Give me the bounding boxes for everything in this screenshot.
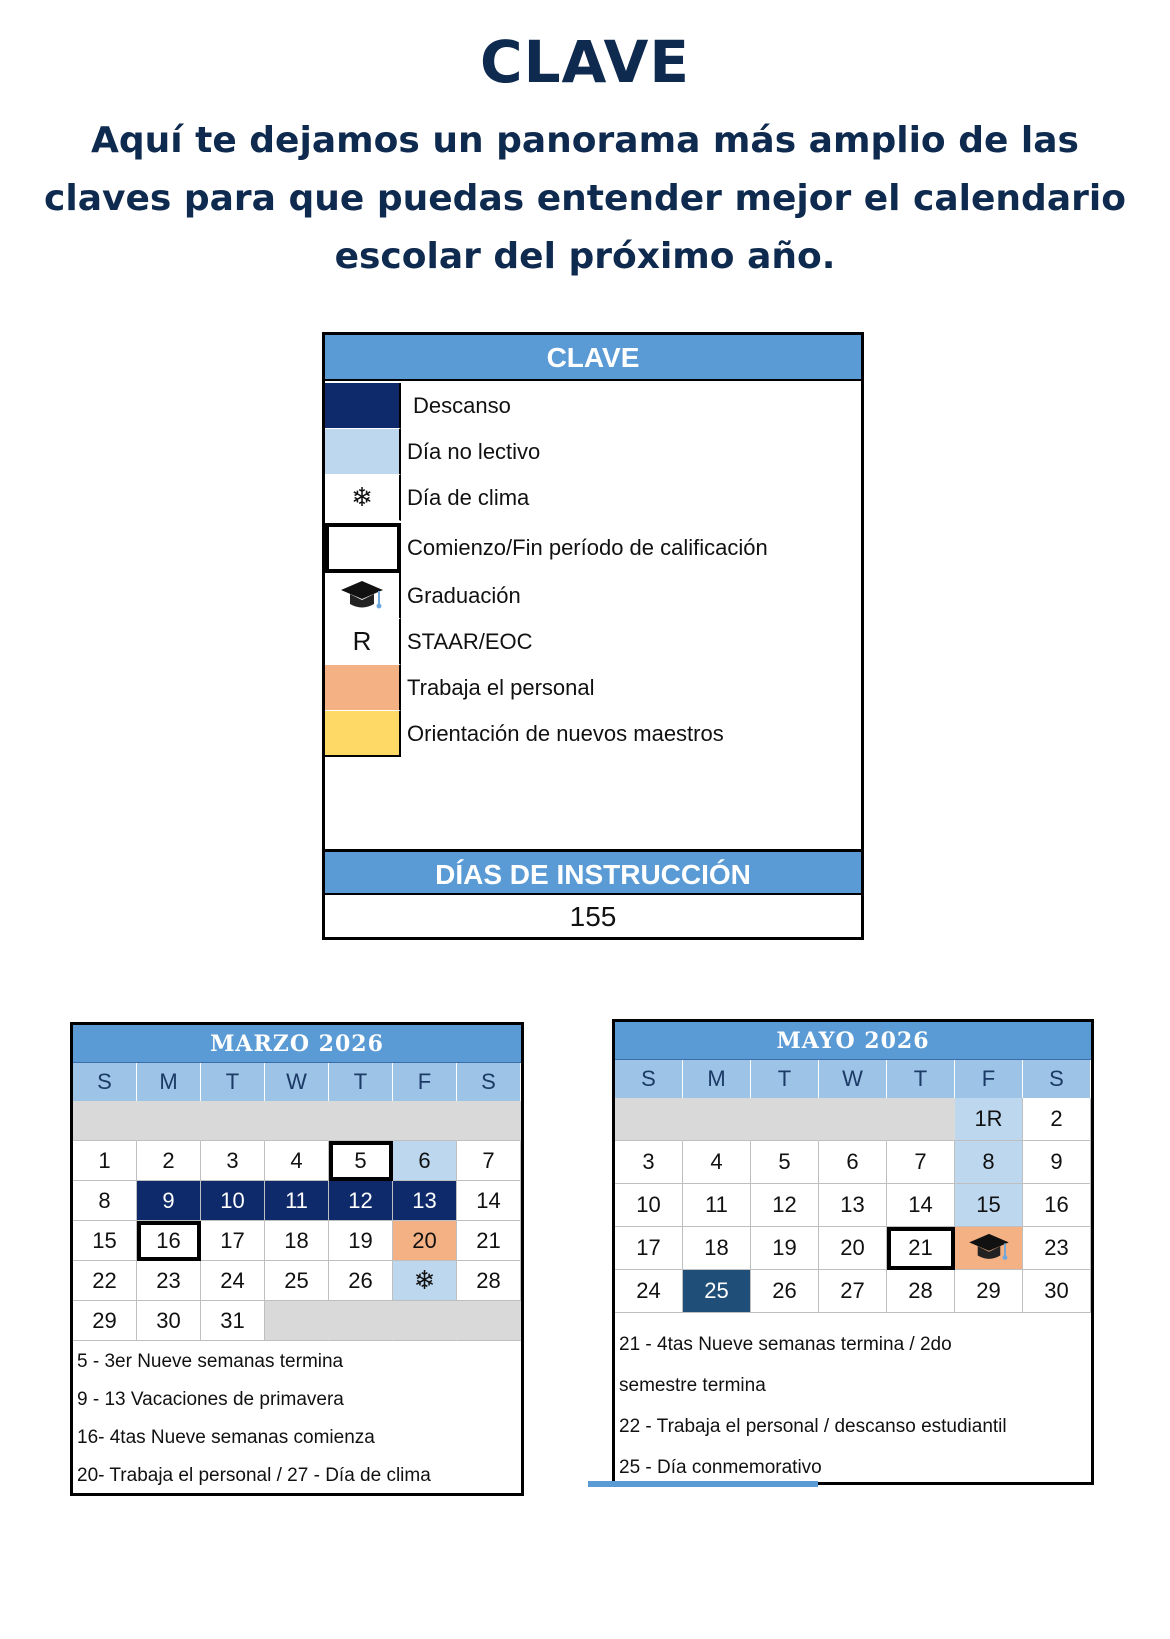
day-of-week-header: F bbox=[393, 1063, 457, 1101]
day-cell: 23 bbox=[1023, 1227, 1091, 1270]
day-cell bbox=[73, 1101, 137, 1141]
day-cell: 1 bbox=[73, 1141, 137, 1181]
week-row bbox=[615, 1098, 1091, 1141]
day-of-week-header: W bbox=[819, 1060, 887, 1098]
day-cell: 22 bbox=[73, 1261, 137, 1301]
day-of-week-header: T bbox=[329, 1063, 393, 1101]
day-cell: 17 bbox=[615, 1227, 683, 1270]
week-row bbox=[73, 1261, 521, 1301]
days-of-week-row bbox=[615, 1060, 1091, 1098]
day-cell: 14 bbox=[457, 1181, 521, 1221]
dias-instruccion-value: 155 bbox=[569, 901, 617, 932]
day-cell: 19 bbox=[329, 1221, 393, 1261]
day-cell: 23 bbox=[137, 1261, 201, 1301]
intro-line: escolar del próximo año. bbox=[334, 236, 836, 277]
day-cell: 20 bbox=[819, 1227, 887, 1270]
day-cell: 13 bbox=[393, 1181, 457, 1221]
day-cell: 7 bbox=[457, 1141, 521, 1181]
day-cell: 2 bbox=[1023, 1098, 1091, 1141]
day-of-week-header: T bbox=[887, 1060, 955, 1098]
day-cell bbox=[393, 1101, 457, 1141]
week-row bbox=[615, 1141, 1091, 1184]
day-cell: 15 bbox=[955, 1184, 1023, 1227]
day-cell: 19 bbox=[751, 1227, 819, 1270]
day-cell bbox=[201, 1101, 265, 1141]
calendar-note: 5 - 3er Nueve semanas termina bbox=[77, 1351, 344, 1372]
intro-text bbox=[20, 112, 1150, 286]
day-of-week-header: F bbox=[955, 1060, 1023, 1098]
legend-row-no-lectivo bbox=[325, 429, 861, 475]
legend-box bbox=[322, 332, 864, 940]
day-cell: 5 bbox=[751, 1141, 819, 1184]
legend-label: Orientación de nuevos maestros bbox=[407, 721, 724, 746]
day-of-week-header: S bbox=[615, 1060, 683, 1098]
calendar-title: MAYO 2026 bbox=[615, 1022, 1091, 1060]
day-cell: 4 bbox=[683, 1141, 751, 1184]
day-cell: 10 bbox=[201, 1181, 265, 1221]
day-cell: 31 bbox=[201, 1301, 265, 1341]
week-row bbox=[73, 1301, 521, 1341]
snowflake-icon: ❄ bbox=[393, 1261, 457, 1301]
personal-swatch bbox=[325, 665, 401, 711]
calendar-note: 22 - Trabaja el personal / descanso estudiantil bbox=[619, 1416, 1007, 1437]
day-cell bbox=[329, 1101, 393, 1141]
no-lectivo-swatch bbox=[325, 429, 401, 475]
legend-label: Día no lectivo bbox=[407, 439, 541, 464]
day-cell bbox=[683, 1098, 751, 1141]
day-cell: 3 bbox=[615, 1141, 683, 1184]
day-cell: 27 bbox=[819, 1270, 887, 1313]
legend-row-staar bbox=[325, 619, 861, 665]
day-cell: 3 bbox=[201, 1141, 265, 1181]
legend-label: Graduación bbox=[407, 583, 521, 608]
decorative-bar bbox=[588, 1481, 818, 1487]
intro-line: Aquí te dejamos un panorama más amplio de las bbox=[91, 120, 1079, 161]
day-cell: 25 bbox=[683, 1270, 751, 1313]
day-cell bbox=[329, 1301, 393, 1341]
descanso-swatch bbox=[325, 383, 401, 429]
day-of-week-header: W bbox=[265, 1063, 329, 1101]
day-cell: 16 bbox=[1023, 1184, 1091, 1227]
calendar-title: MARZO 2026 bbox=[73, 1025, 521, 1063]
orientacion-swatch bbox=[325, 711, 401, 757]
day-cell: 26 bbox=[329, 1261, 393, 1301]
day-cell: 17 bbox=[201, 1221, 265, 1261]
snowflake-icon: ❄ bbox=[325, 475, 401, 521]
legend-row-periodo bbox=[325, 523, 861, 573]
graduation-cap-icon bbox=[325, 573, 401, 619]
day-cell: 24 bbox=[615, 1270, 683, 1313]
staar-symbol: R bbox=[325, 619, 401, 665]
calendar-note: 20- Trabaja el personal / 27 - Día de clima bbox=[77, 1465, 431, 1486]
legend-label: Día de clima bbox=[407, 485, 530, 510]
day-cell: 16 bbox=[137, 1221, 201, 1261]
day-of-week-header: M bbox=[137, 1063, 201, 1101]
day-cell: 26 bbox=[751, 1270, 819, 1313]
day-cell: 14 bbox=[887, 1184, 955, 1227]
day-cell: 29 bbox=[73, 1301, 137, 1341]
day-cell: 28 bbox=[887, 1270, 955, 1313]
day-cell bbox=[265, 1301, 329, 1341]
day-cell: 9 bbox=[137, 1181, 201, 1221]
day-cell: 5 bbox=[329, 1141, 393, 1181]
day-cell: 6 bbox=[819, 1141, 887, 1184]
calendar-note: 25 - Día conmemorativo bbox=[619, 1457, 822, 1478]
day-cell: 21 bbox=[457, 1221, 521, 1261]
day-cell bbox=[137, 1101, 201, 1141]
day-cell bbox=[265, 1101, 329, 1141]
calendar-notes bbox=[77, 1343, 431, 1495]
day-cell bbox=[393, 1301, 457, 1341]
day-cell: 12 bbox=[329, 1181, 393, 1221]
day-of-week-header: S bbox=[1023, 1060, 1091, 1098]
legend-row-graduacion bbox=[325, 573, 861, 619]
day-cell: 8 bbox=[955, 1141, 1023, 1184]
intro-line: claves para que puedas entender mejor el calendario bbox=[44, 178, 1126, 219]
legend-label: Trabaja el personal bbox=[407, 675, 595, 700]
day-cell: 6 bbox=[393, 1141, 457, 1181]
day-cell: 1R bbox=[955, 1098, 1023, 1141]
day-of-week-header: T bbox=[201, 1063, 265, 1101]
calendar-notes bbox=[619, 1324, 1007, 1488]
week-row bbox=[73, 1101, 521, 1141]
page-title: CLAVE bbox=[480, 28, 690, 96]
periodo-swatch bbox=[325, 523, 401, 573]
legend-label: STAAR/EOC bbox=[407, 629, 533, 654]
day-cell: 30 bbox=[1023, 1270, 1091, 1313]
calendar-note: semestre termina bbox=[619, 1375, 766, 1396]
week-row bbox=[73, 1221, 521, 1261]
day-cell: 29 bbox=[955, 1270, 1023, 1313]
calendar-may bbox=[612, 1019, 1094, 1485]
day-cell bbox=[887, 1098, 955, 1141]
days-of-week-row bbox=[73, 1063, 521, 1101]
day-cell: 10 bbox=[615, 1184, 683, 1227]
day-cell: 13 bbox=[819, 1184, 887, 1227]
day-cell: 12 bbox=[751, 1184, 819, 1227]
day-of-week-header: S bbox=[73, 1063, 137, 1101]
day-cell bbox=[457, 1301, 521, 1341]
day-cell: 18 bbox=[265, 1221, 329, 1261]
calendar-note: 21 - 4tas Nueve semanas termina / 2do bbox=[619, 1334, 952, 1355]
day-cell: 2 bbox=[137, 1141, 201, 1181]
legend-row-orientacion bbox=[325, 711, 861, 757]
day-cell: 28 bbox=[457, 1261, 521, 1301]
week-row bbox=[615, 1184, 1091, 1227]
day-of-week-header: S bbox=[457, 1063, 521, 1101]
day-cell: 25 bbox=[265, 1261, 329, 1301]
legend-label: Comienzo/Fin período de calificación bbox=[407, 535, 768, 560]
legend-row-descanso bbox=[325, 383, 861, 429]
day-cell: 9 bbox=[1023, 1141, 1091, 1184]
week-row bbox=[73, 1181, 521, 1221]
day-cell: 15 bbox=[73, 1221, 137, 1261]
day-cell: 11 bbox=[683, 1184, 751, 1227]
day-cell: 7 bbox=[887, 1141, 955, 1184]
day-cell: 11 bbox=[265, 1181, 329, 1221]
legend-row-personal bbox=[325, 665, 861, 711]
graduation-cap-icon bbox=[955, 1227, 1023, 1270]
dias-instruccion-header: DÍAS DE INSTRUCCIÓN bbox=[325, 849, 861, 895]
legend-row-clima bbox=[325, 475, 861, 521]
day-cell: 21 bbox=[887, 1227, 955, 1270]
day-cell: 30 bbox=[137, 1301, 201, 1341]
day-of-week-header: M bbox=[683, 1060, 751, 1098]
week-row bbox=[615, 1227, 1091, 1270]
week-row bbox=[615, 1270, 1091, 1313]
day-cell: 4 bbox=[265, 1141, 329, 1181]
day-cell: 18 bbox=[683, 1227, 751, 1270]
day-cell: 8 bbox=[73, 1181, 137, 1221]
day-cell bbox=[615, 1098, 683, 1141]
day-cell bbox=[819, 1098, 887, 1141]
day-cell bbox=[751, 1098, 819, 1141]
day-cell bbox=[457, 1101, 521, 1141]
day-cell: 20 bbox=[393, 1221, 457, 1261]
calendar-march bbox=[70, 1022, 524, 1496]
calendar-note: 16- 4tas Nueve semanas comienza bbox=[77, 1427, 375, 1448]
legend-label: Descanso bbox=[413, 393, 511, 418]
day-cell: 24 bbox=[201, 1261, 265, 1301]
day-of-week-header: T bbox=[751, 1060, 819, 1098]
week-row bbox=[73, 1141, 521, 1181]
calendar-note: 9 - 13 Vacaciones de primavera bbox=[77, 1389, 344, 1410]
legend-header: CLAVE bbox=[325, 335, 861, 381]
